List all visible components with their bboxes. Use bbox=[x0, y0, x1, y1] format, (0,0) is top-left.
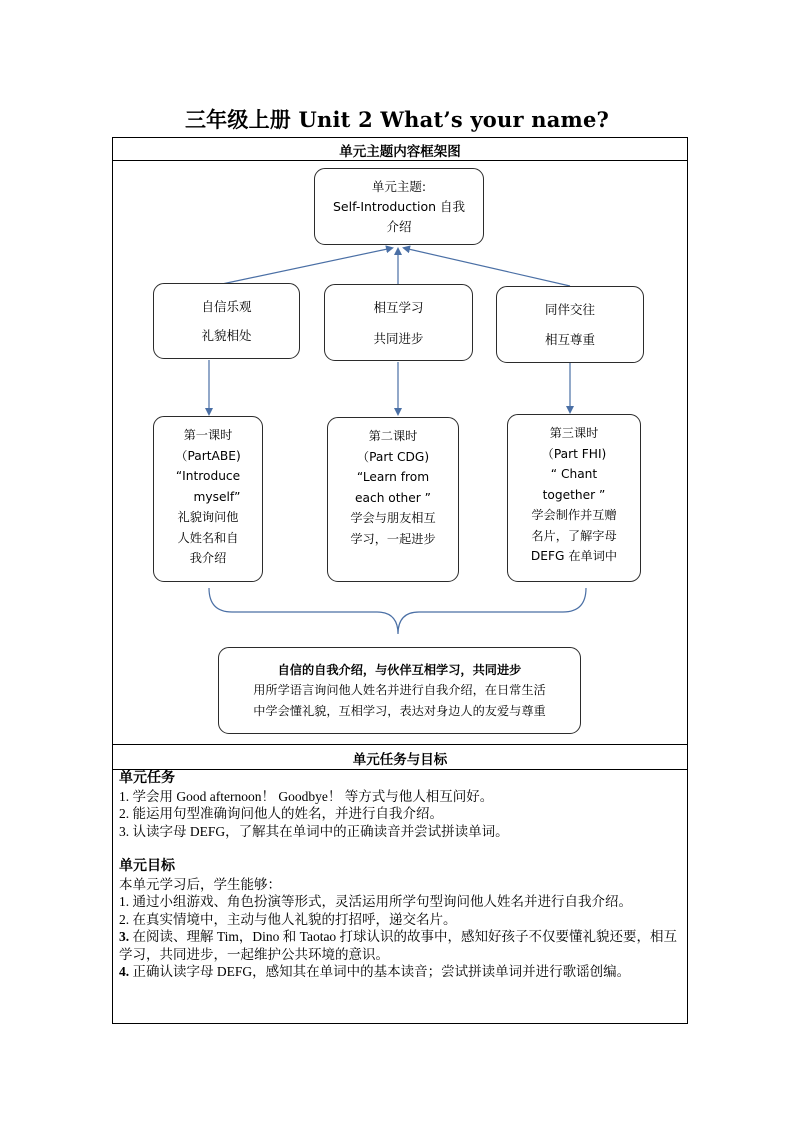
lesson-line: myself” bbox=[193, 489, 241, 504]
goal-text: 在阅读、理解 Tim，Dino 和 Taotao 打球认识的故事中，感知好孩子不仅要懂礼貌还要，相互学习，共同进步，一起维护公共环境的意识。 bbox=[119, 929, 678, 962]
goal-text: 通过小组游戏、角色扮演等形式，灵活运用所学句型询问他人姓名并进行自我介绍。 bbox=[132, 894, 632, 909]
theme-line3: 介绍 bbox=[386, 218, 412, 234]
arrow-right-to-theme bbox=[404, 248, 570, 286]
lesson-line: （PartABE) bbox=[175, 448, 241, 463]
lesson-line: “Introduce bbox=[175, 469, 241, 483]
goal-item bbox=[119, 911, 685, 929]
value-line2: 相互尊重 bbox=[544, 331, 595, 347]
lesson-box-2 bbox=[327, 417, 459, 582]
lesson-line: 第二课时 bbox=[368, 429, 418, 443]
lesson-line: DEFG 在单词中 bbox=[530, 549, 618, 563]
summary-brace bbox=[209, 588, 586, 634]
goal-item bbox=[119, 893, 685, 911]
goal-item bbox=[119, 928, 685, 963]
theme-line1: 单元主题: bbox=[371, 178, 427, 194]
lesson-line: （Part CDG) bbox=[356, 449, 430, 464]
lesson-line: （Part FHI) bbox=[541, 446, 607, 461]
lesson-line: 第三课时 bbox=[549, 426, 599, 440]
divider bbox=[112, 744, 688, 745]
goal-num: 2. bbox=[119, 911, 130, 927]
task-item: 1. 学会用 Good afternoon！ Goodbye！ 等方式与他人相互问好。 bbox=[119, 788, 494, 804]
summary-box bbox=[218, 647, 581, 734]
goal-item bbox=[119, 963, 685, 981]
lesson-line: 学习，一起进步 bbox=[350, 531, 436, 546]
value-line1: 同伴交往 bbox=[544, 301, 595, 317]
goal-num: 4. bbox=[119, 964, 130, 979]
document-title: 三年级上册 Unit 2 What’s your name? bbox=[184, 107, 610, 132]
goal-text: 正确认读字母 DEFG，感知其在单词中的基本读音；尝试拼读单词并进行歌谣创编。 bbox=[132, 964, 631, 979]
lesson-line: “Learn from bbox=[356, 470, 430, 484]
lesson-line: 我介绍 bbox=[189, 551, 227, 565]
value-box-3 bbox=[496, 286, 644, 363]
value-line2: 礼貌相处 bbox=[201, 328, 252, 343]
summary-bold: 自信的自我介绍，与伙伴互相学习，共同进步 bbox=[277, 662, 522, 677]
value-line1: 相互学习 bbox=[373, 299, 424, 315]
theme-line2: Self-Introduction 自我 bbox=[333, 198, 465, 214]
task-item: 3. 认读字母 DEFG，了解其在单词中的正确读音并尝试拼读单词。 bbox=[119, 823, 509, 839]
goals-intro: 本单元学习后，学生能够： bbox=[119, 876, 281, 892]
arrow-left-to-theme bbox=[222, 248, 392, 284]
goal-num: 3. bbox=[119, 929, 130, 944]
lesson-line: “ Chant bbox=[550, 467, 598, 481]
summary-line3: 中学会懂礼貌，互相学习，表达对身边人的友爱与尊重 bbox=[253, 703, 546, 718]
framework-header: 单元主题内容框架图 bbox=[339, 144, 461, 160]
theme-box bbox=[314, 168, 484, 245]
lesson-line: 名片，了解字母 bbox=[531, 528, 617, 543]
summary-line2: 用所学语言询问他人姓名并进行自我介绍，在日常生活 bbox=[253, 683, 546, 698]
lesson-box-3 bbox=[507, 414, 641, 582]
lesson-box-1 bbox=[153, 416, 263, 582]
lesson-line: 礼貌询问他 bbox=[177, 510, 239, 524]
task-item: 2. 能运用句型准确询问他人的姓名，并进行自我介绍。 bbox=[119, 806, 443, 821]
lesson-line: 学会制作并互赠 bbox=[531, 508, 617, 522]
value-box-1 bbox=[153, 283, 300, 359]
value-box-2 bbox=[324, 284, 473, 361]
goal-text: 在真实情境中，主动与他人礼貌的打招呼，递交名片。 bbox=[132, 911, 457, 927]
goals-heading: 单元目标 bbox=[119, 858, 175, 874]
lesson-line: 学会与朋友相互 bbox=[350, 511, 436, 525]
lesson-line: 人姓名和自 bbox=[177, 530, 239, 545]
lesson-line: together ” bbox=[542, 487, 606, 502]
goals-header: 单元任务与目标 bbox=[352, 752, 448, 768]
value-line1: 自信乐观 bbox=[201, 299, 252, 314]
lesson-line: 第一课时 bbox=[183, 428, 233, 442]
tasks-goals-section bbox=[119, 770, 685, 981]
goal-num: 1. bbox=[119, 894, 130, 909]
value-line2: 共同进步 bbox=[373, 330, 424, 346]
lesson-line: each other ” bbox=[355, 490, 431, 505]
tasks-heading: 单元任务 bbox=[119, 770, 175, 786]
